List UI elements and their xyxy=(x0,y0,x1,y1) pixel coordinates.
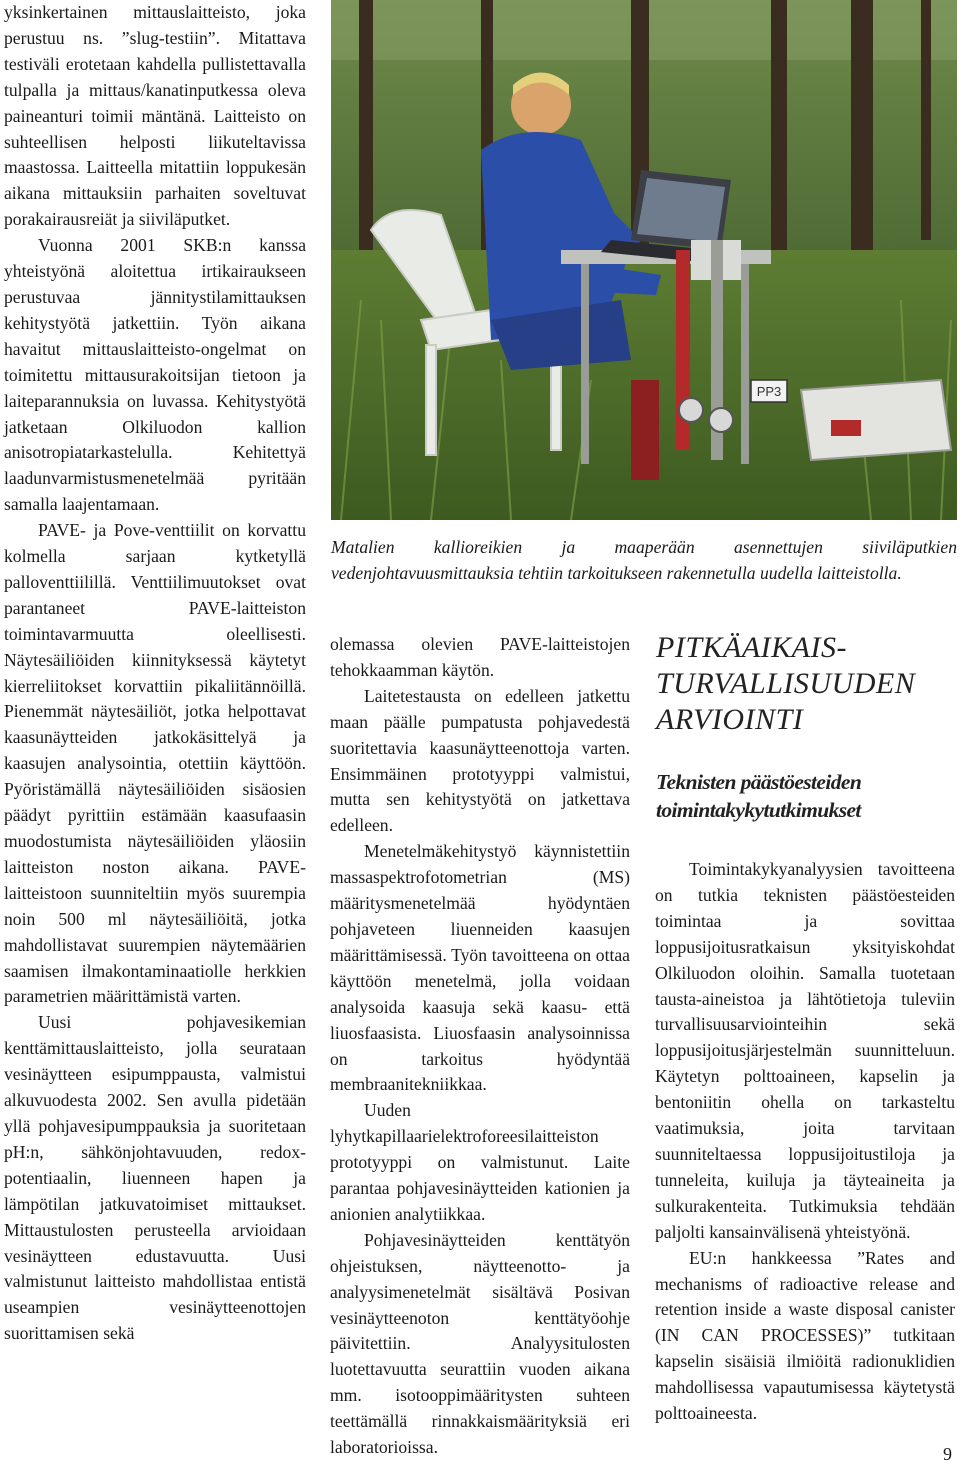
paragraph: Menetelmäkehitystyö käynnistettiin massaspektrofotometrian (MS) määritysmenetelmää hyödyntäen pohjaveteen liuenneiden kaasujen määrittämisessä. Työn tavoitteena on ottaa käyttöön menetelmä, jolla voidaan analysoida kaasuja sekä kaasu- että liuosfaasista. Liuosfaasin analysoinnissa on tarkoitus hyödyntää membraanitekniikkaa. xyxy=(330,841,630,1095)
section-heading: PITKÄAIKAIS- TURVALLISUUDEN ARVIOINTI xyxy=(656,631,916,736)
photo-caption: Matalien kallioreikien ja maaperään asennettujen siiviläputkien vedenjohtavuusmittauksia tehtiin tarkoitukseen rakennetulla uudella laitteistolla. xyxy=(331,537,957,583)
paragraph: PAVE- ja Pove-venttiilit on korvattu kolmella sarjaan kytketyllä palloventtiilillä. Venttiilimuutokset ovat parantaneet PAVE-laitteiston toimintavarmuutta oleellisesti. Näytesäiliöiden kiinnityksessä käytetyt kierreliitokset korvattiin pikaliitännöillä. Pienemmät näytesäiliöt, jotka helpottavat kaasunäytteiden jatkokäsittelyä ja kaasujen analysointia, otettiin käyttöön. Pyöristämällä näytesäiliöiden sisäosien päädyt pyrittiin estämään kaasufaasin muodostumista näytesäiliöiden yläosiin laitteiston noston aikana. PAVE-laitteistoon suunniteltiin myös suurempia noin 500 ml näytesäiliöitä, jotka mahdollistavat suurempien näytemäärien saamisen ilmakontaminaatiolle herkkien parametrien määrittämistä varten. xyxy=(4,520,306,1007)
field-measurement-photo xyxy=(331,0,957,520)
column-1 xyxy=(4,0,306,1347)
paragraph: Uusi pohjavesikemian kenttämittauslaitteisto, jolla seurataan vesinäytteen esipumppausta, valmistui alkuvuodesta 2002. Sen avulla pidetään yllä pohjavesipumppauksia ja suoritetaan pH:n, sähkönjohtavuuden, redox-potentiaalin, liuenneen hapen ja lämpötilan jatkuvatoimiset mittaukset. Mittaustulosten perusteella arvioidaan vesinäytteen edustavuutta. Uusi valmistunut laitteisto mahdollistaa entistä useampien vesinäytteenottojen suorittamisen sekä xyxy=(4,1012,306,1344)
column-2 xyxy=(330,632,630,1461)
paragraph: Toimintakykyanalyysien tavoitteena on tutkia teknisten päästöesteiden toimintaa ja sovittaa loppusijoitusratkaisun yksityiskohdat Olkiluodon oloihin. Samalla tuotetaan tausta-aineistoa ja lähtötietoja tuleviin turvallisuusarviointeihin sekä loppusijoitusjärjestelmän suunnitteluun. Käytetyn polttoaineen, kapselin ja bentoniitin ohella on tarkasteltu vaatimuksia, joita tarvitaan suunniteltaessa loppusijoitustiloja ja tunneleita, kuiluja ja täyteaineita ja sulkurakenteita. Tutkimuksia tehdään paljolti kansainvälisenä yhteistyönä. xyxy=(655,859,955,1242)
paragraph: Uuden lyhytkapillaarielektroforeesilaitteiston prototyyppi on valmistunut. Laite parantaa pohjavesinäytteiden kationien ja anionien analytiikkaa. xyxy=(330,1100,630,1224)
paragraph: Vuonna 2001 SKB:n kanssa yhteistyönä aloitettua irtikairaukseen perustuvaa jännitystilamittauksen kehitystyötä jatkettiin. Työn aikana havaitut mittauslaitteisto-ongelmat on toimitettu mittausurakoitsijan tietoon ja laiteparannuksia on luvassa. Kehitystyötä jatketaan Olkiluodon kallion anisotropiatarkastelulla. Kehitettyä laadunvarmistusmenetelmää pyritään samalla laajentamaan. xyxy=(4,235,306,515)
data-logger-box xyxy=(801,380,951,460)
paragraph: Laitetestausta on edelleen jatkettu maan päälle pumpatusta pohjavedestä suoritettavia kaasunäytteenottoja varten. Ensimmäinen prototyyppi valmistui, mutta sen kehitystyötä on jatkettava edelleen. xyxy=(330,685,630,836)
page-number: 9 xyxy=(943,1444,952,1464)
paragraph: yksinkertainen mittauslaitteisto, joka perustuu ns. ”slug-testiin”. Mitattava testiväli erotetaan kahdella pullistettavalla tulpalla ja mittaus/kanatinputkessa oleva paineanturi toimii mäntänä. Laitteisto on suhteellisen helposti liikuteltavissa maastossa. Laitteella mitattiin loppukesän aikana mittauksiin parhaiten soveltuvat porakairausreiät ja siiviläputket. xyxy=(4,2,306,230)
section-subheading: Teknisten päästöesteiden toimintakykytutkimukset xyxy=(656,770,862,822)
paragraph: EU:n hankkeessa ”Rates and mechanisms of radioactive release and retention inside a waste disposal canister (IN CAN PROCESSES)” tutkitaan kapselin sisäisiä ilmiöitä radionuklidien mahdollisessa vapautumisessa käytetystä polttoaineesta. xyxy=(655,1247,955,1424)
paragraph: Pohjavesinäytteiden kenttätyön ohjeistuksen, näytteenotto- ja analyysimenetelmät sisältävä Posivan vesinäytteenoton kenttätyöohje päivitettiin. Analyysitulosten luotettavuutta seurattiin vuoden aikana mm. isotooppimääritysten suhteen teettämällä rinnakkaismäärityksiä eri laboratorioissa. xyxy=(330,1229,630,1458)
photo-illustration xyxy=(331,0,957,520)
column-3 xyxy=(655,857,955,1427)
paragraph: olemassa olevien PAVE-laitteistojen tehokkaamman käytön. xyxy=(330,634,630,680)
equipment-label: PP3 xyxy=(756,384,782,399)
